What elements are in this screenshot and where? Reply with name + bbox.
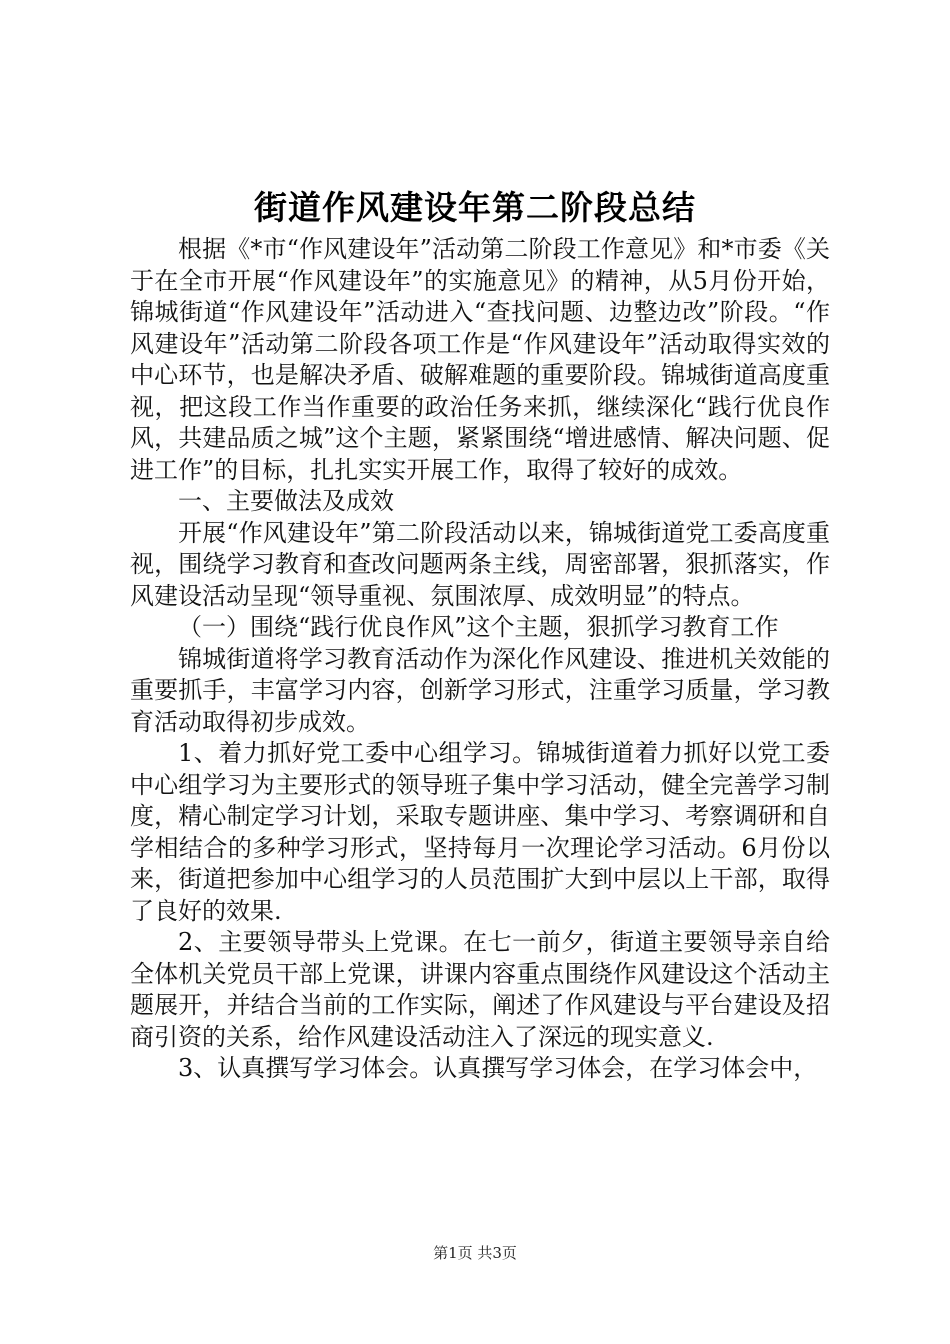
paragraph-item-2: 2、主要领导带头上党课。在七一前夕，街道主要领导亲自给全体机关党员干部上党课，讲课内容重点围绕作风建设这个活动主题展开，并结合当前的工作实际，阐述了作风建设与平台建设及招商引资的关系，给作风建设活动注入了深远的现实意义. [130, 928, 830, 1051]
section-heading-main-practices: 一、主要做法及成效 [178, 487, 394, 515]
paragraph-learning-education: 锦城街道将学习教育活动作为深化作风建设、推进机关效能的重要抓手，丰富学习内容，创新学习形式，注重学习质量，学习教育活动取得初步成效。 [130, 644, 830, 736]
paragraph-intro: 根据《*市“作风建设年”活动第二阶段工作意见》和*市委《关于在全市开展“作风建设年”的实施意见》的精神，从5月份开始，锦城街道“作风建设年”活动进入“查找问题、边整边改”阶段。“作风建设年”活动第二阶段各项工作是“作风建设年”活动取得实效的中心环节，也是解决矛盾、破解难题的重要阶段。锦城街道高度重视，把这段工作当作重要的政治任务来抓，继续深化“践行优良作风，共建品质之城”这个主题，紧紧围绕“增进感情、解决问题、促进工作”的目标，扎扎实实开展工作，取得了较好的成效。 [130, 235, 830, 484]
page-number-footer: 第1页 共3页 [433, 1244, 517, 1262]
paragraph-overview: 开展“作风建设年”第二阶段活动以来，锦城街道党工委高度重视，围绕学习教育和查改问题两条主线，周密部署，狠抓落实，作风建设活动呈现“领导重视、氛围浓厚、成效明显”的特点。 [130, 518, 830, 610]
subsection-heading-learning-education: （一）围绕“践行优良作风”这个主题，狠抓学习教育工作 [178, 613, 779, 641]
document-body [130, 234, 830, 1085]
document-title: 街道作风建设年第二阶段总结 [254, 188, 696, 227]
paragraph-item-1: 1、着力抓好党工委中心组学习。锦城街道着力抓好以党工委中心组学习为主要形式的领导班子集中学习活动，健全完善学习制度，精心制定学习计划，采取专题讲座、集中学习、考察调研和自学相结合的多种学习形式，坚持每月一次理论学习活动。6月份以来，街道把参加中心组学习的人员范围扩大到中层以上干部，取得了良好的效果. [130, 739, 830, 925]
paragraph-item-3: 3、认真撰写学习体会。认真撰写学习体会，在学习体会中， [178, 1054, 818, 1082]
